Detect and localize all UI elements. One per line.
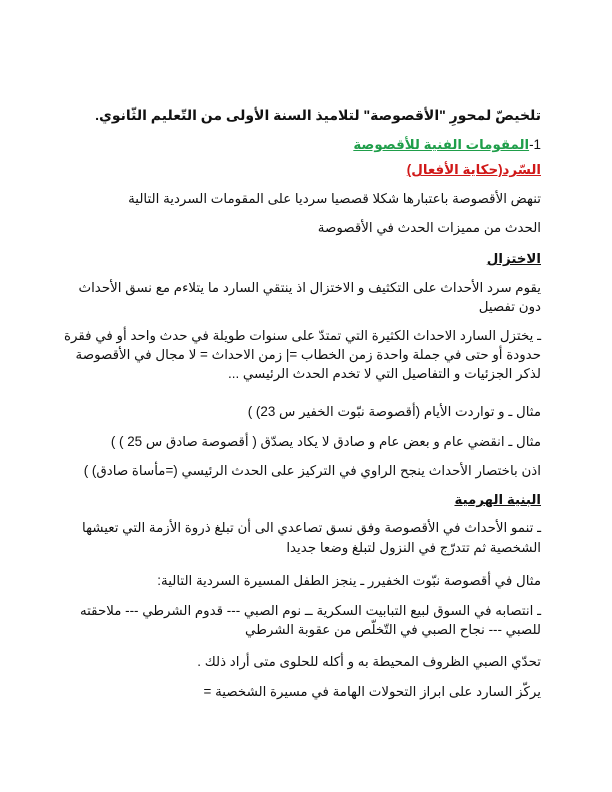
paragraph-line: يقوم سرد الأحداث على التكثيف و الاختزال اذ ينتقي السارد ما يتلاءم مع نسق الأحداث [78,280,541,295]
section-title: المقومات الفنية للأقصوصة [353,137,530,152]
paragraph-line: للصبي --- نجاح الصبي في التّخلّص من عقوبة الشرطي [245,622,541,637]
ikhtizal-heading: الاختزال [486,251,541,266]
paragraph-line: الحدث من مميزات الحدث في الأقصوصة [317,220,541,235]
paragraph-line: تنهض الأقصوصة باعتبارها شكلا قصصيا سرديا على المقومات السردية التالية [128,191,541,206]
example-line: مثال ـ انقضي عام و بعض عام و صادق لا يكاد يصدّق ( أقصوصة صادق س 25 ) ) [110,434,541,449]
example-line: مثال ـ و تواردت الأيام (أقصوصة نبّوت الخفير س 23) ) [247,404,541,419]
section-number: 1- [529,137,541,152]
binya-heading: البنية الهرمية [454,492,541,507]
paragraph-line: ـ انتصابه في السوق لبيع التبابيت السكرية ــ نوم الصبي --- قدوم الشرطي --- ملاحقته [79,603,541,618]
paragraph-line: تحدّي الصبي الظروف المحيطة به و أكله للحلوى متى أراد ذلك . [197,654,541,669]
document-title: تلخيصّ لمحورِ "الأقصوصة" لتلاميذ السنة الأولى من التّعليم الثّانوي. [95,107,541,123]
paragraph-line: اذن باختصار الأحداث ينجح الراوي في التركيز على الحدث الرئيسي (=مأساة صادق) ) [83,463,541,478]
section-heading-1 [353,135,541,154]
paragraph-line: ـ يختزل السارد الاحداث الكثيرة التي تمتدّ على سنوات طويلة في حدث واحد أو في فقرة [63,328,541,343]
paragraph-line: يركّز السارد على ابراز التحولات الهامة في مسيرة الشخصية = [203,684,541,699]
paragraph-line: دون تفصيل [478,299,541,314]
sard-heading: السّرد(حكاية الأفعال) [406,162,541,177]
example-line: مثال في أقصوصة نبّوت الخفيرر ـ ينجز الطفل المسيرة السردية التالية: [157,573,541,588]
paragraph-line: ـ تنمو الأحداث في الأقصوصة وفق نسق تصاعدي الى أن تبلغ ذروة الأزمة التي تعيشها [82,520,541,535]
paragraph-line: حدودة أو حتى في جملة واحدة زمن الخطاب =| زمن الاحداث = لا مجال في الأقصوصة [75,347,541,362]
paragraph-line: لذكر الجزئيات و التفاصيل التي لا تخدم الحدث الرئيسي ... [228,366,541,381]
paragraph-line: الشخصية ثم تتدرّج في النزول لتبلغ وضعا جديدا [286,540,541,555]
